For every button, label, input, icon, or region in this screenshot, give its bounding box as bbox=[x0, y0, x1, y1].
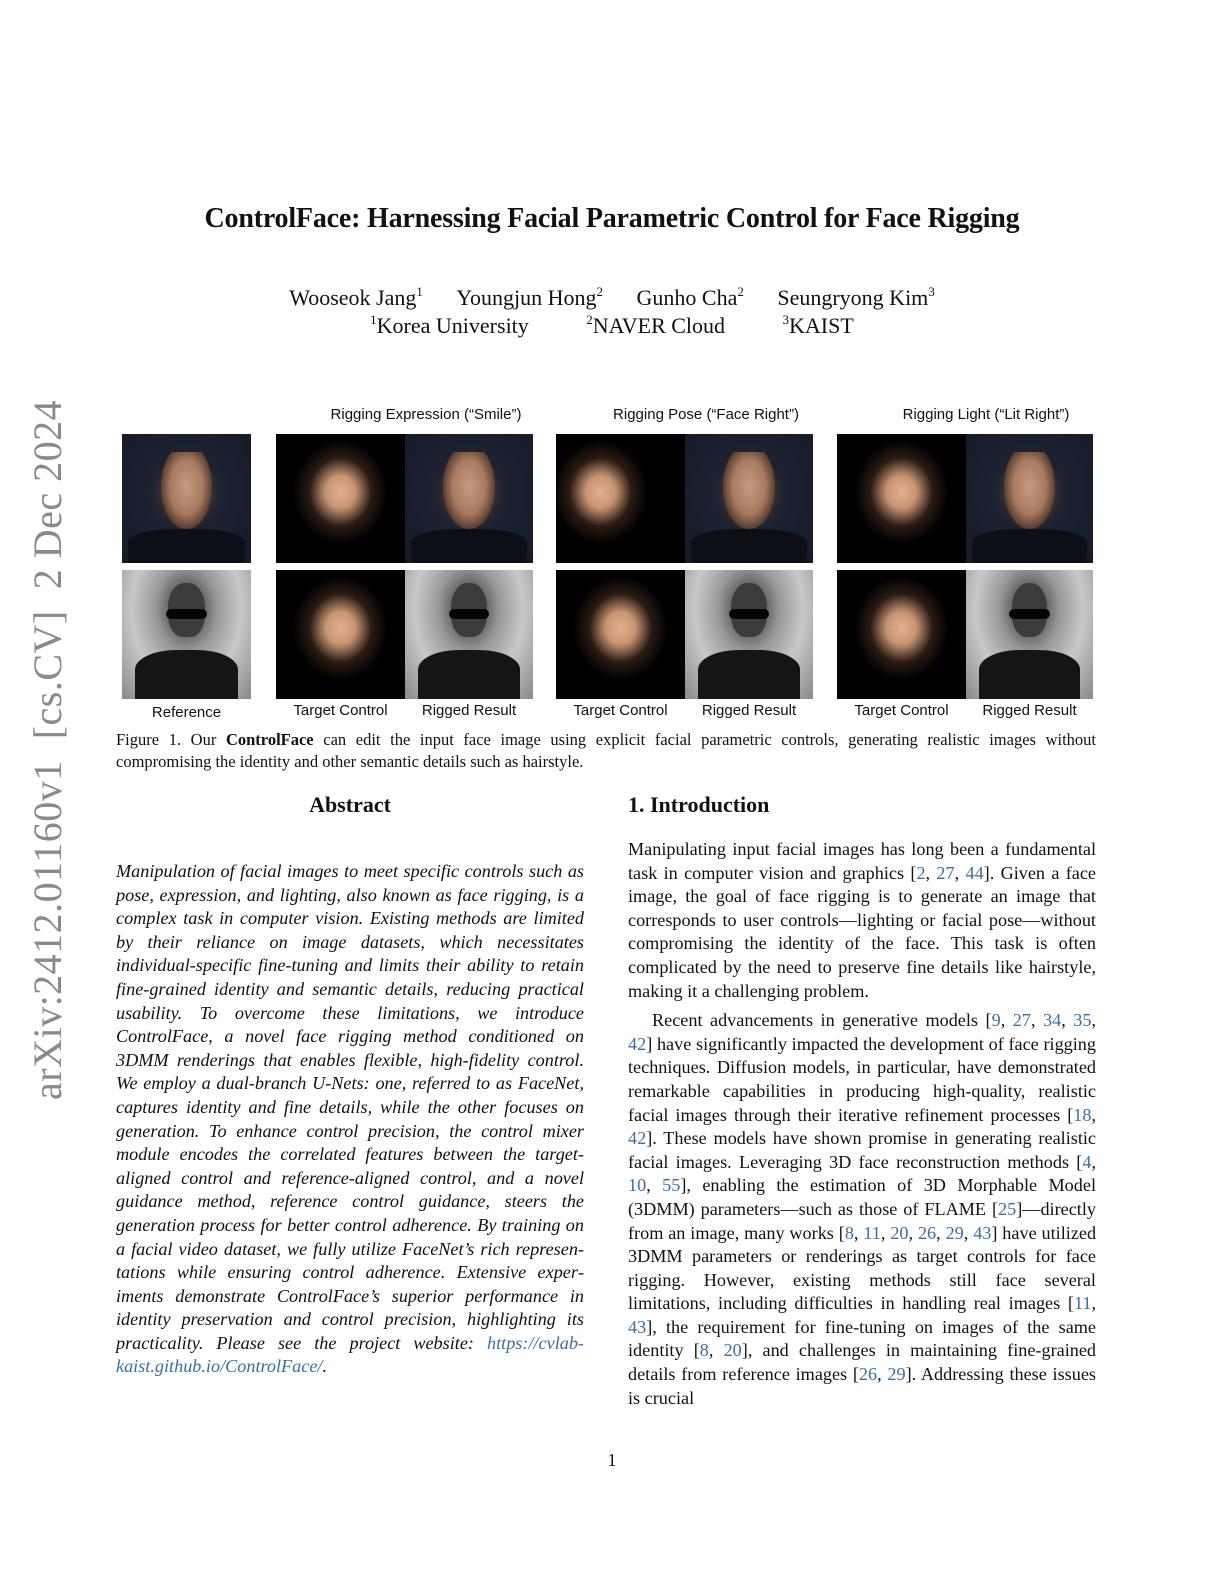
citation-link[interactable]: 43 bbox=[628, 1316, 647, 1337]
caption-prefix: Figure 1. Our bbox=[116, 730, 226, 749]
citation-link[interactable]: 35 bbox=[1073, 1010, 1092, 1031]
figure-label-rigged-result: Rigged Result bbox=[421, 702, 517, 719]
citation-link[interactable]: 9 bbox=[991, 1010, 1001, 1031]
author-name: Wooseok Jang bbox=[289, 285, 417, 310]
figure-1 bbox=[116, 400, 1106, 725]
citation-link[interactable]: 43 bbox=[973, 1222, 992, 1243]
figure-image-expression-target-1 bbox=[276, 434, 405, 563]
introduction-body bbox=[628, 838, 1096, 1410]
citation-link[interactable]: 55 bbox=[662, 1175, 681, 1196]
figure-image-light-target-1 bbox=[837, 434, 966, 563]
figure-group-title-light: Rigging Light (“Lit Right”) bbox=[902, 406, 1070, 423]
abstract-body bbox=[116, 860, 584, 1379]
affiliations-row bbox=[0, 312, 1224, 340]
citation-link[interactable]: 29 bbox=[945, 1222, 964, 1243]
author-block bbox=[0, 284, 1224, 340]
figure-image-light-result-1 bbox=[966, 434, 1093, 563]
citation-link[interactable]: 8 bbox=[844, 1222, 854, 1243]
citation-link[interactable]: 20 bbox=[723, 1340, 742, 1361]
figure-image-light-target-2 bbox=[837, 570, 966, 699]
figure-label-rigged-result: Rigged Result bbox=[701, 702, 797, 719]
figure-label-target-control: Target Control bbox=[573, 702, 668, 719]
introduction-paragraph-1: Manipulating input facial images has long been a fundamental task in computer vision and graphics [2, 27, 44]. Given a face image, the goal of face rigging is to generate an image that corresponds to user controls—lighting or facial pose—without compromising the identity of the face. This task is often complicated by the need to preserve fine details like hairstyle, making it a challenging problem. bbox=[628, 839, 1097, 1001]
affiliation bbox=[783, 313, 854, 338]
figure-image-pose-target-2 bbox=[556, 570, 685, 699]
abstract-text: Manipulation of facial images to meet specific controls such as pose, expression, and lighting, also known as face rigging, is a complex task in computer vision. Existing methods are limited by their reliance on image datasets, which necessitates individual-specific fine-tuning and limits their ability to retain fine-grained identity and semantic details, reducing practical usability. To overcome these limitations, we introduce ControlFace, a novel face rigging method conditioned on 3DMM renderings that enables flexible, high-fidelity control. We employ a dual-branch U-Nets: one, referred to as FaceNet, captures identity and fine details, while the other focuses on generation. To enhance control precision, the control mixer module encodes the correlated features between the target-aligned control and reference-aligned control, and a novel guidance method, reference control guidance, steers the generation process for better control adherence. By training on a facial video dataset, we fully utilize FaceNet’s rich representations while ensuring control adherence. Extensive experiments demonstrate ControlFace’s superior performance in identity preservation and control precision, highlighting its practicality. Please see the project website: bbox=[116, 861, 584, 1353]
affiliation bbox=[370, 313, 529, 338]
introduction-paragraph-2: Recent advancements in generative models [9, 27, 34, 35, 42] have significantly impacted the development of face rigging techniques. Diffusion models, in particular, have demonstrated remarkable capabilities in producing high-quality, realistic facial images through their iterative refinement processes [18, 42]. These models have shown promise in generating realistic facial images. Leveraging 3D face reconstruction methods [4, 10, 55], enabling the estimation of 3D Morphable Model (3DMM) parameters—such as those of FLAME [25]—directly from an image, many works [8, 11, 20, 26, 29, 43] have utilized 3DMM parameters or renderings as target controls for face rigging. However, existing methods still face several limitations, including difficulties in handling real images [11, 43], the requirement for fine-tuning on images of the same identity [8, 20], and challenges in maintaining fine-grained details from reference images [26, 29]. Addressing these issues is crucial bbox=[628, 1010, 1097, 1408]
citation-link[interactable]: 11 bbox=[863, 1222, 881, 1243]
citation-link[interactable]: 10 bbox=[628, 1175, 647, 1196]
citation-link[interactable]: 8 bbox=[699, 1340, 709, 1361]
figure-label-target-control: Target Control bbox=[293, 702, 388, 719]
introduction-heading: 1. Introduction bbox=[628, 792, 770, 817]
author-name: Gunho Cha bbox=[636, 285, 738, 310]
figure-image-light-result-2 bbox=[966, 570, 1093, 699]
figure-image-expression-target-2 bbox=[276, 570, 405, 699]
citation-link[interactable]: 20 bbox=[890, 1222, 909, 1243]
figure-image-reference-2 bbox=[122, 570, 251, 699]
author-name: Youngjun Hong bbox=[456, 285, 597, 310]
figure-image-reference-1 bbox=[122, 434, 251, 563]
figure-group-title-expression: Rigging Expression (“Smile”) bbox=[330, 406, 522, 423]
author bbox=[289, 285, 423, 310]
figure-label-target-control: Target Control bbox=[854, 702, 949, 719]
abstract-heading: Abstract bbox=[309, 792, 391, 817]
affiliation-name: KAIST bbox=[789, 313, 854, 338]
affiliation-number: 3 bbox=[782, 312, 790, 327]
citation-link[interactable]: 11 bbox=[1073, 1293, 1092, 1314]
figure-label-rigged-result: Rigged Result bbox=[982, 702, 1077, 719]
affiliation-name: NAVER Cloud bbox=[592, 313, 726, 338]
citation-link[interactable]: 42 bbox=[628, 1128, 647, 1149]
affiliation-marker: 2 bbox=[596, 284, 604, 299]
figure-image-expression-result-1 bbox=[405, 434, 533, 563]
figure-image-pose-target-1 bbox=[556, 434, 685, 563]
affiliation-marker: 1 bbox=[416, 284, 423, 299]
figure-group-title-pose: Rigging Pose (“Face Right”) bbox=[613, 406, 799, 423]
citation-link[interactable]: 18 bbox=[1073, 1104, 1092, 1125]
affiliation-number: 1 bbox=[370, 312, 377, 327]
citation-link[interactable]: 44 bbox=[965, 862, 984, 883]
citation-link[interactable]: 2 bbox=[916, 862, 926, 883]
figure-image-pose-result-2 bbox=[685, 570, 813, 699]
page-number: 1 bbox=[607, 1450, 617, 1470]
author-names-row bbox=[0, 284, 1224, 312]
figure-image-expression-result-2 bbox=[405, 570, 533, 699]
abstract-end: . bbox=[322, 1356, 327, 1377]
citation-link[interactable]: 26 bbox=[917, 1222, 937, 1243]
figure-label-reference: Reference bbox=[151, 704, 222, 721]
citation-link[interactable]: 25 bbox=[998, 1198, 1017, 1219]
citation-link[interactable]: 42 bbox=[628, 1033, 647, 1054]
figure-image-pose-result-1 bbox=[685, 434, 813, 563]
citation-link[interactable]: 29 bbox=[887, 1364, 906, 1385]
affiliation-marker: 3 bbox=[928, 284, 935, 299]
citation-link[interactable]: 34 bbox=[1043, 1010, 1062, 1031]
citation-link[interactable]: 26 bbox=[858, 1364, 878, 1385]
affiliation-marker: 2 bbox=[737, 284, 744, 299]
paper-title: ControlFace: Harnessing Facial Parametric Control for Face Rigging bbox=[204, 203, 1020, 234]
project-website-link[interactable]: https://cvlab-kaist.github.io/ControlFace/ bbox=[116, 1332, 584, 1377]
citation-link[interactable]: 4 bbox=[1082, 1151, 1092, 1172]
citation-link[interactable]: 27 bbox=[1012, 1010, 1031, 1031]
author bbox=[456, 285, 603, 310]
caption-text: can edit the input face image using explicit facial parametric controls, generating realistic images without compromising the identity and other semantic details such as hairstyle. bbox=[116, 730, 1096, 771]
affiliation-name: Korea University bbox=[376, 313, 529, 338]
affiliation bbox=[586, 313, 725, 338]
figure-caption bbox=[116, 729, 1096, 773]
arxiv-identifier-stamp: arXiv:2412.01160v1 [cs.CV] 2 Dec 2024 bbox=[25, 399, 70, 1100]
author-name: Seungryong Kim bbox=[777, 285, 929, 310]
caption-method-name: ControlFace bbox=[225, 730, 314, 749]
author bbox=[777, 285, 934, 310]
citation-link[interactable]: 27 bbox=[936, 862, 955, 883]
right-column bbox=[628, 790, 1096, 1410]
left-column bbox=[116, 790, 584, 1379]
affiliation-number: 2 bbox=[586, 312, 593, 327]
author bbox=[637, 285, 744, 310]
